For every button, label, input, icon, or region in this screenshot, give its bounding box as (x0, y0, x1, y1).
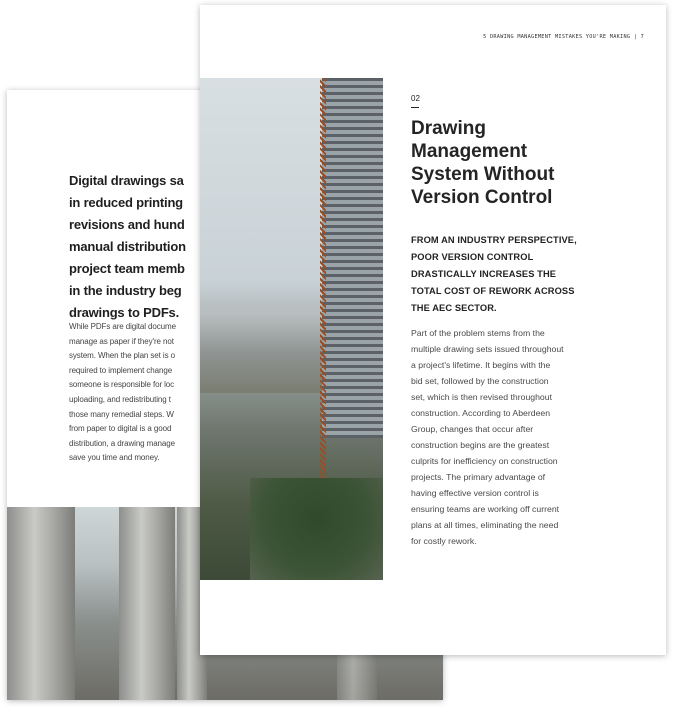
back-page-heading (69, 170, 186, 324)
skyscraper-construction-photo (200, 78, 383, 580)
body-line: bid set, followed by the construction (411, 376, 549, 386)
front-page (200, 5, 666, 655)
title-line: Drawing (411, 118, 486, 139)
body-line: a project's lifetime. It begins with the (411, 360, 551, 370)
heading-line: revisions and hund (69, 217, 185, 232)
body-line: Group, changes that occur after (411, 424, 534, 434)
body-line: manage as paper if they're not (69, 336, 174, 346)
section-divider (411, 107, 419, 108)
heading-line: manual distribution (69, 239, 186, 254)
heading-line: project team memb (69, 261, 185, 276)
section-title (411, 117, 554, 209)
title-line: Management (411, 141, 528, 162)
section-number: 02 (411, 94, 420, 103)
body-line: uploading, and redistributing t (69, 394, 171, 404)
body-line: ensuring teams are working off current (411, 504, 560, 514)
body-line: required to implement change (69, 365, 173, 375)
body-line: someone is responsible for loc (69, 380, 175, 390)
body-line: construction. According to Aberdeen (411, 408, 551, 418)
heading-line: in the industry beg (69, 283, 182, 298)
title-line: Version Control (411, 187, 553, 208)
body-line: distribution, a drawing manage (69, 438, 175, 448)
body-line: those many remedial steps. W (69, 409, 174, 419)
heading-line: Digital drawings sa (69, 173, 184, 188)
running-header: 5 DRAWING MANAGEMENT MISTAKES YOU'RE MAKING | 7 (483, 34, 644, 40)
body-line: having effective version control is (411, 488, 539, 498)
body-line: Part of the problem stems from the (411, 328, 545, 338)
body-line: construction begins are the greatest (411, 440, 550, 450)
body-line: system. When the plan set is o (69, 351, 175, 361)
body-line: projects. The primary advantage of (411, 472, 546, 482)
body-line: multiple drawing sets issued throughout (411, 344, 564, 354)
heading-line: in reduced printing (69, 195, 183, 210)
body-line: for costly rework. (411, 536, 477, 546)
back-page-body (69, 320, 176, 466)
section-body (411, 325, 564, 549)
body-line: set, which is then revised throughout (411, 392, 553, 402)
body-line: save you time and money. (69, 453, 160, 463)
title-line: System Without (411, 164, 555, 185)
body-line: from paper to digital is a good (69, 424, 172, 434)
body-line: plans at all times, eliminating the need (411, 520, 559, 530)
heading-line: drawings to PDFs. (69, 305, 180, 320)
body-line: culprits for inefficiency on construction (411, 456, 558, 466)
body-line: While PDFs are digital docume (69, 322, 176, 331)
subhead-line: THE AEC SECTOR. (411, 303, 497, 313)
subhead-line: FROM AN INDUSTRY PERSPECTIVE, (411, 235, 577, 245)
subhead-line: TOTAL COST OF REWORK ACROSS (411, 286, 575, 296)
section-subhead (411, 232, 577, 317)
subhead-line: DRASTICALLY INCREASES THE (411, 269, 557, 279)
subhead-line: POOR VERSION CONTROL (411, 252, 534, 262)
